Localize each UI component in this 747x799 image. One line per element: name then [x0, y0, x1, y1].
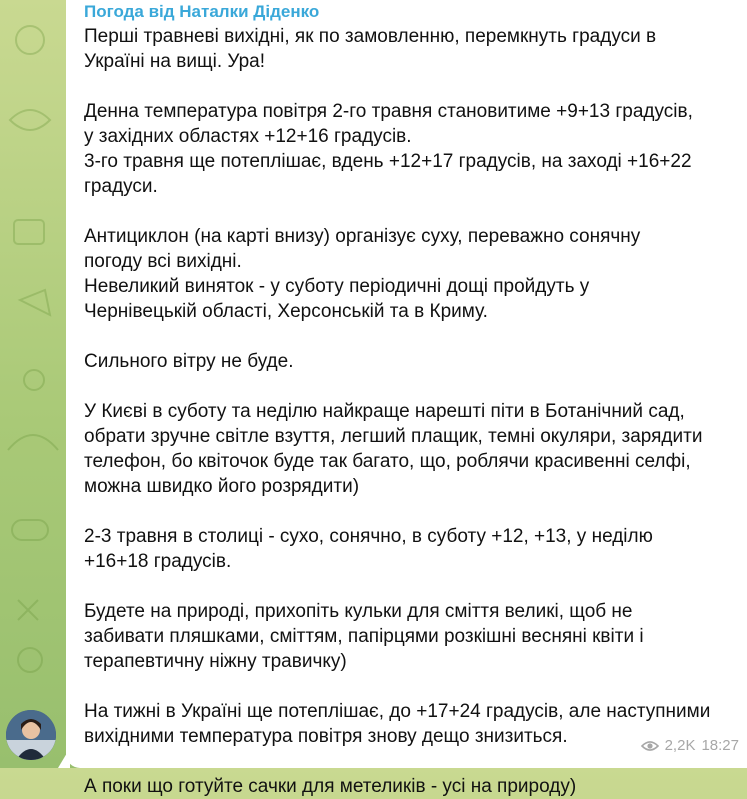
message-text: [84, 24, 741, 799]
eye-icon: [641, 740, 659, 752]
views-count: 2,2K: [664, 737, 696, 754]
message-line: Антициклон (на карті внизу) організує суху, переважно сонячну: [84, 226, 641, 247]
message-line: Денна температура повітря 2-го травня становитиме +9+13 градусів,: [84, 101, 693, 122]
message-line: Чернівецькій області, Херсонській та в Криму.: [84, 301, 488, 322]
message-line: 3-го травня ще потеплішає, вдень +12+17 градусів, на заході +16+22: [84, 151, 692, 172]
paragraph-gap: [84, 199, 741, 224]
message-line: Перші травневі вихідні, як по замовленню, перемкнуть градуси в: [84, 26, 657, 47]
message-line: забивати пляшками, сміттям, папірцями розкішні весняні квіти і: [84, 626, 644, 647]
message-line: А поки що готуйте сачки для метеликів - усі на природу): [84, 776, 577, 797]
paragraph-gap: [84, 74, 741, 99]
message-line: 2-3 травня в столиці - сухо, сонячно, в суботу +12, +13, у неділю: [84, 526, 653, 547]
paragraph-gap: [84, 674, 741, 699]
message-line: Сильного вітру не буде.: [84, 351, 294, 372]
message-line: Україні на вищі. Ура!: [84, 51, 266, 72]
message-line: вихідними температура повітря знову дещо знизиться.: [84, 726, 568, 747]
message-line: градуси.: [84, 176, 158, 197]
message-bubble[interactable]: [66, 0, 747, 797]
message-line: У Києві в суботу та неділю найкраще нарешті піти в Ботанічний сад,: [84, 401, 685, 422]
message-line: можна швидко його розрядити): [84, 476, 360, 497]
paragraph-gap: [84, 374, 741, 399]
message-line: Невеликий виняток - у суботу періодичні дощі пройдуть у: [84, 276, 590, 297]
avatar[interactable]: [6, 710, 56, 760]
message-line: обрати зручне світле взуття, легший плащик, темні окуляри, зарядити: [84, 426, 703, 447]
paragraph-gap: [84, 574, 741, 599]
message-line: у західних областях +12+16 градусів.: [84, 126, 412, 147]
paragraph-gap: [84, 499, 741, 524]
message-line: На тижні в Україні ще потеплішає, до +17+24 градусів, але наступними: [84, 701, 711, 722]
message-line: Будете на природі, прихопіть кульки для сміття великі, щоб не: [84, 601, 633, 622]
channel-author-name[interactable]: Погода від Наталки Діденко: [84, 2, 320, 21]
avatar-image: [6, 710, 56, 760]
message-line: терапевтичну ніжну травичку): [84, 651, 347, 672]
message-line: телефон, бо квіточок буде так багато, що, роблячи красивенні селфі,: [84, 451, 691, 472]
message-line: погоду всі вихідні.: [84, 251, 242, 272]
message-time: 18:27: [701, 737, 739, 754]
message-line: +16+18 градусів.: [84, 551, 232, 572]
message-meta: [641, 737, 739, 754]
paragraph-gap: [84, 324, 741, 349]
